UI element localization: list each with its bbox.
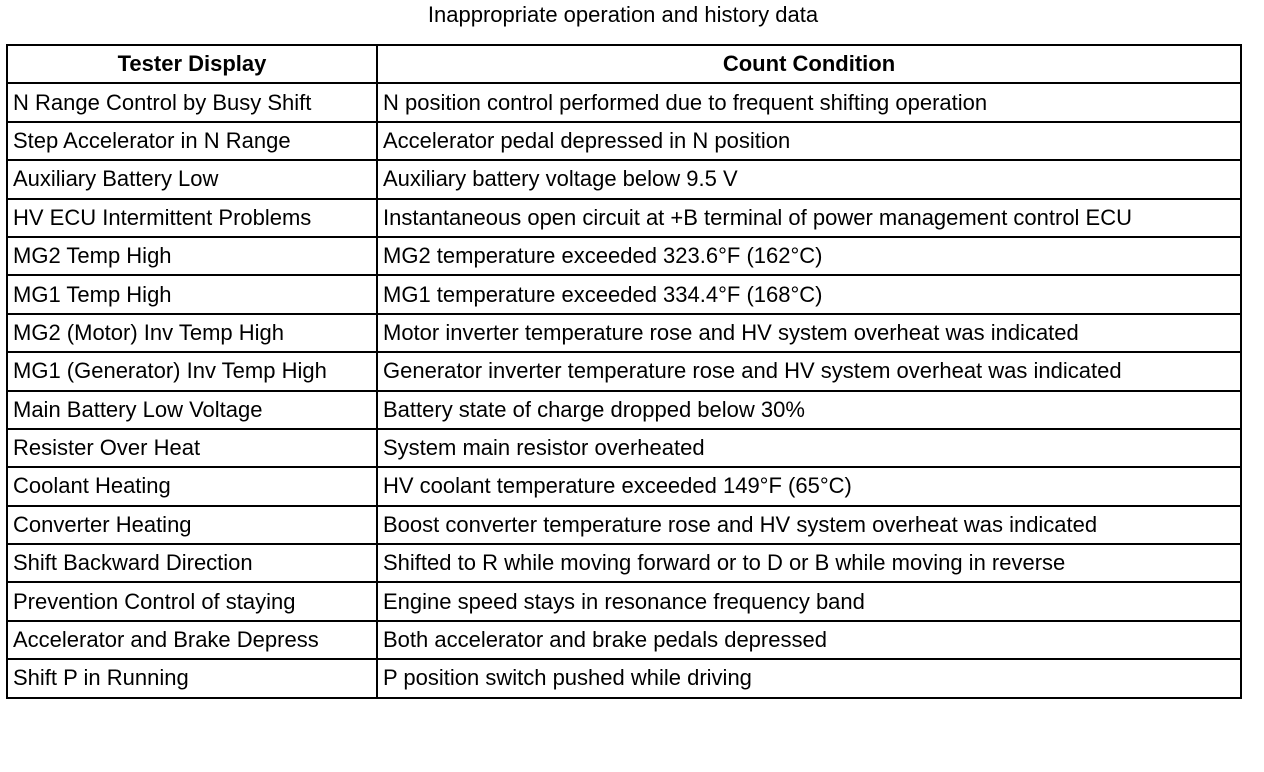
table-row: [7, 391, 1241, 429]
table-row: [7, 122, 1241, 160]
count-condition-cell: Motor inverter temperature rose and HV system overheat was indicated: [377, 314, 1241, 352]
table-row: [7, 621, 1241, 659]
count-condition-cell: Boost converter temperature rose and HV system overheat was indicated: [377, 506, 1241, 544]
history-data-table: [6, 44, 1242, 699]
count-condition-cell: Battery state of charge dropped below 30%: [377, 391, 1241, 429]
count-condition-cell: MG1 temperature exceeded 334.4°F (168°C): [377, 275, 1241, 313]
count-condition-cell: Instantaneous open circuit at +B terminal of power management control ECU: [377, 199, 1241, 237]
table-row: [7, 506, 1241, 544]
tester-display-cell: MG2 (Motor) Inv Temp High: [7, 314, 377, 352]
table-row: [7, 314, 1241, 352]
tester-display-cell: Auxiliary Battery Low: [7, 160, 377, 198]
tester-display-cell: Step Accelerator in N Range: [7, 122, 377, 160]
count-condition-cell: Auxiliary battery voltage below 9.5 V: [377, 160, 1241, 198]
count-condition-cell: MG2 temperature exceeded 323.6°F (162°C): [377, 237, 1241, 275]
tester-display-cell: MG2 Temp High: [7, 237, 377, 275]
tester-display-cell: Resister Over Heat: [7, 429, 377, 467]
tester-display-cell: Prevention Control of staying: [7, 582, 377, 620]
tester-display-cell: Main Battery Low Voltage: [7, 391, 377, 429]
count-condition-cell: P position switch pushed while driving: [377, 659, 1241, 697]
tester-display-cell: MG1 Temp High: [7, 275, 377, 313]
table-caption: Inappropriate operation and history data: [427, 2, 819, 27]
count-condition-cell: System main resistor overheated: [377, 429, 1241, 467]
table-row: [7, 160, 1241, 198]
table-row: [7, 467, 1241, 505]
count-condition-cell: HV coolant temperature exceeded 149°F (65°C): [377, 467, 1241, 505]
tester-display-cell: Shift Backward Direction: [7, 544, 377, 582]
count-condition-cell: Both accelerator and brake pedals depressed: [377, 621, 1241, 659]
table-row: [7, 237, 1241, 275]
tester-display-cell: MG1 (Generator) Inv Temp High: [7, 352, 377, 390]
table-row: [7, 352, 1241, 390]
table-row: [7, 275, 1241, 313]
table-row: [7, 659, 1241, 697]
tester-display-cell: Coolant Heating: [7, 467, 377, 505]
tester-display-cell: Accelerator and Brake Depress: [7, 621, 377, 659]
tester-display-cell: Shift P in Running: [7, 659, 377, 697]
table-row: [7, 429, 1241, 467]
count-condition-cell: Shifted to R while moving forward or to D or B while moving in reverse: [377, 544, 1241, 582]
tester-display-cell: Converter Heating: [7, 506, 377, 544]
table-row: [7, 83, 1241, 121]
header-row: [7, 45, 1241, 83]
count-condition-cell: Generator inverter temperature rose and HV system overheat was indicated: [377, 352, 1241, 390]
header-count-condition: Count Condition: [377, 45, 1241, 83]
table-row: [7, 199, 1241, 237]
header-tester-display: Tester Display: [7, 45, 377, 83]
table-row: [7, 544, 1241, 582]
count-condition-cell: Engine speed stays in resonance frequency band: [377, 582, 1241, 620]
count-condition-cell: N position control performed due to frequent shifting operation: [377, 83, 1241, 121]
count-condition-cell: Accelerator pedal depressed in N position: [377, 122, 1241, 160]
table-row: [7, 582, 1241, 620]
tester-display-cell: N Range Control by Busy Shift: [7, 83, 377, 121]
tester-display-cell: HV ECU Intermittent Problems: [7, 199, 377, 237]
